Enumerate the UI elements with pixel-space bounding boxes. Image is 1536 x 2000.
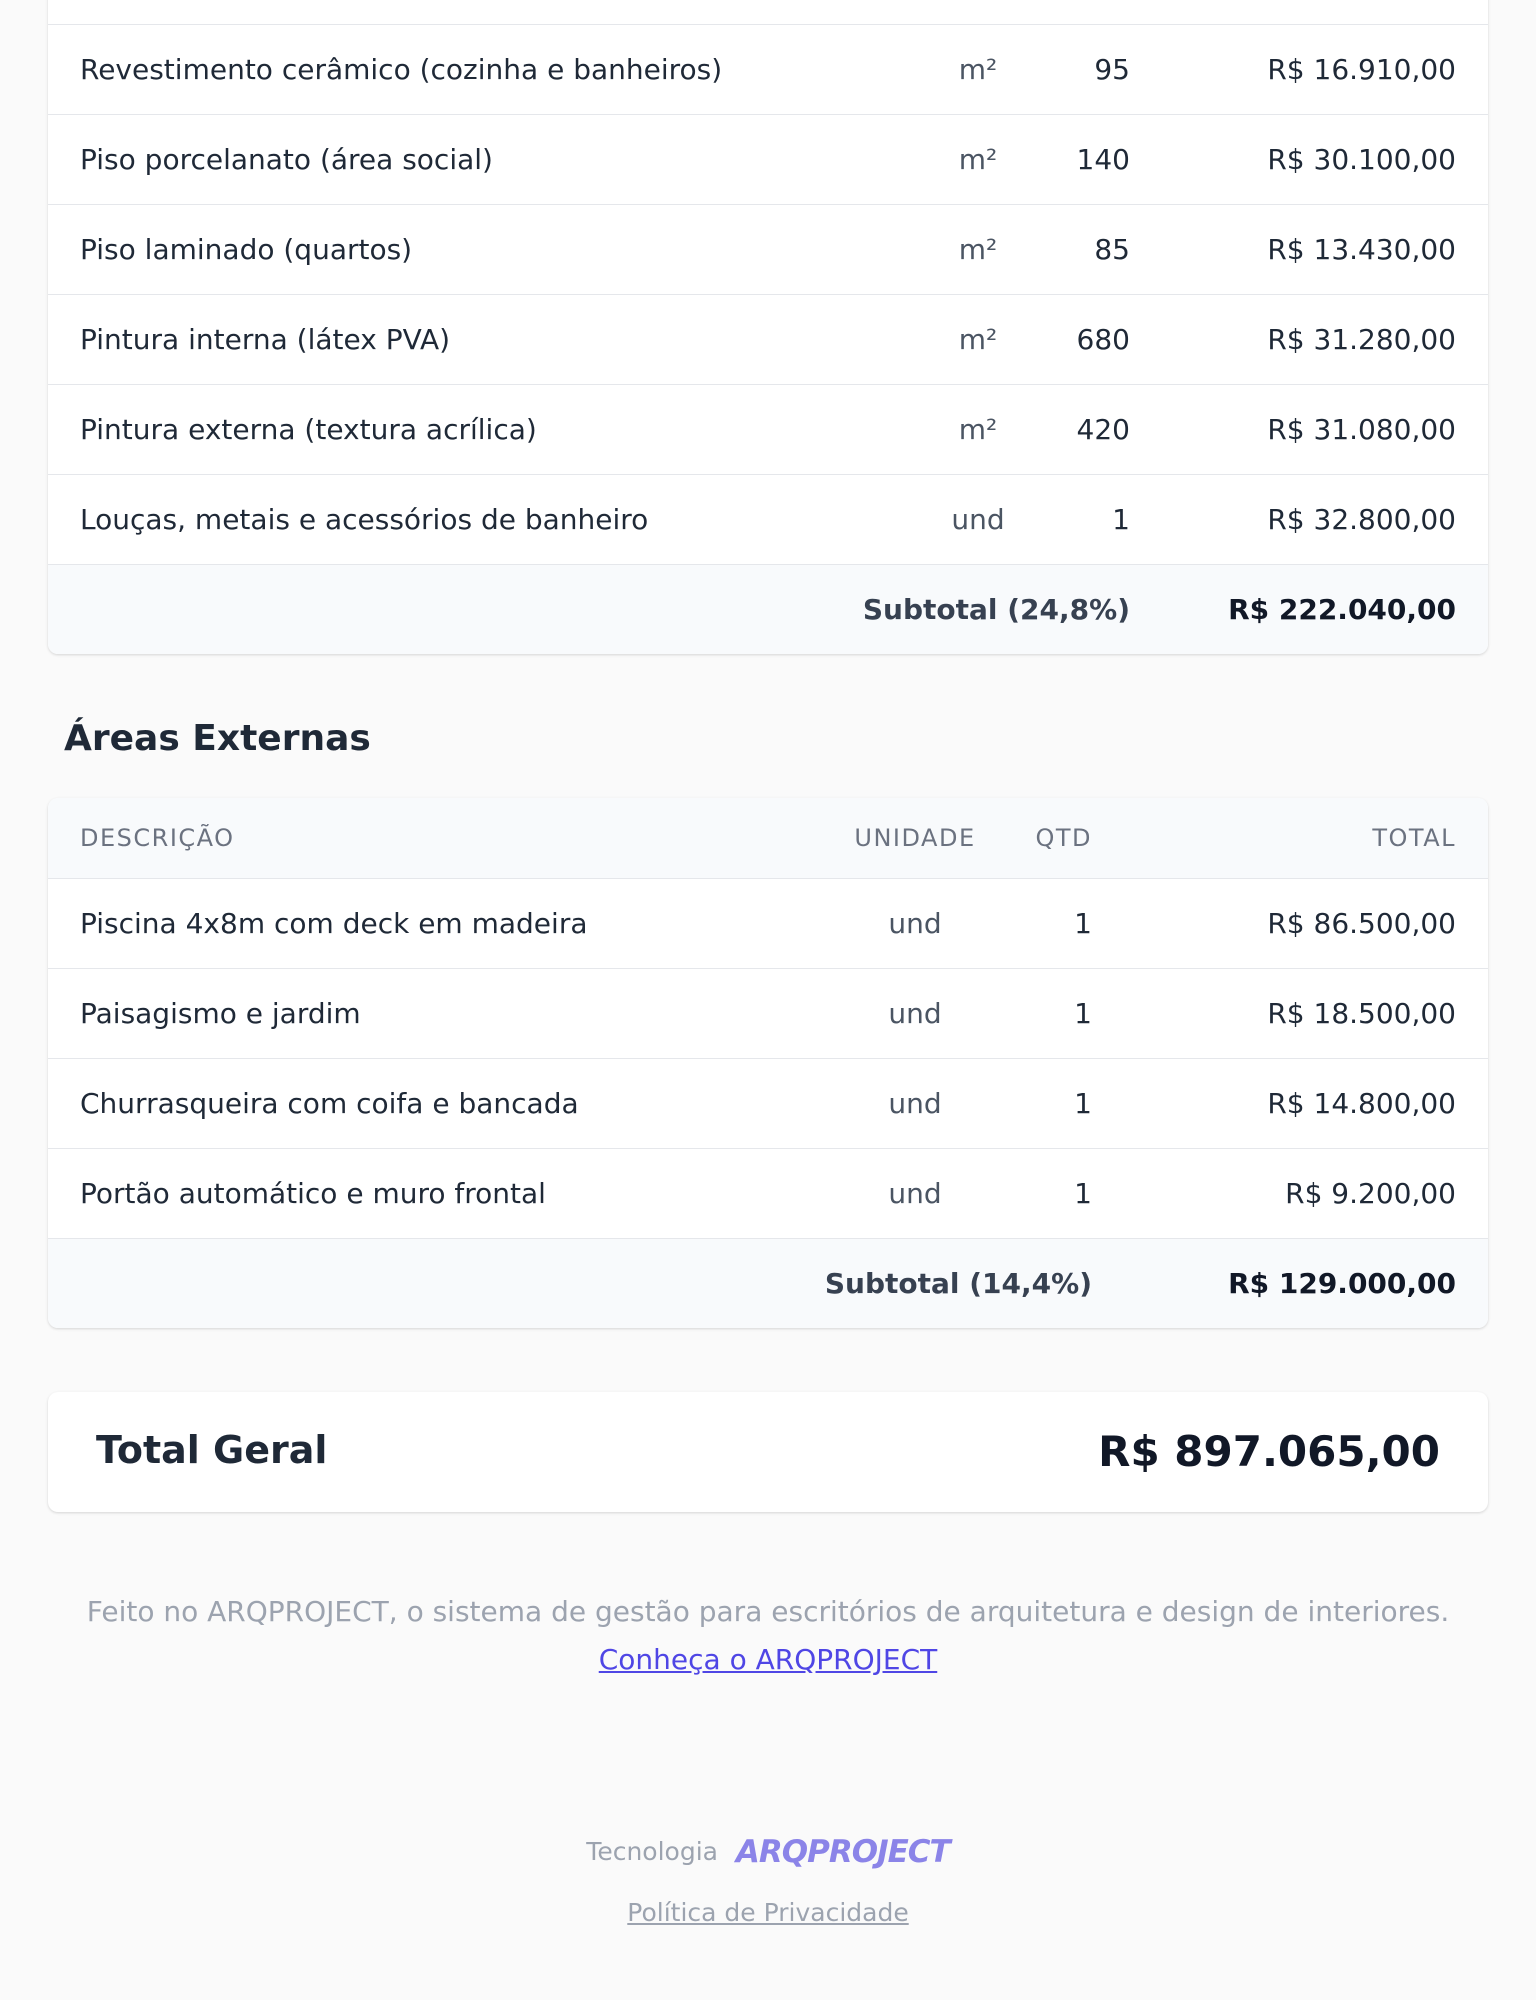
row-unit: m² (958, 413, 998, 446)
budget-table-continued (48, 0, 1488, 654)
row-unit: m² (958, 143, 998, 176)
row-description: Louças, metais e acessórios de banheiro (80, 503, 649, 536)
row-description: Paisagismo e jardim (80, 997, 361, 1030)
areas-externas-table (48, 798, 1488, 1328)
row-description: Piso laminado (quartos) (80, 233, 413, 266)
row-qty: 420 (1076, 413, 1130, 446)
footer-note-text: Feito no ARQPROJECT, o sistema de gestão para escritórios de arquitetura e design de interiores. (86, 1595, 1450, 1628)
subtotal-row (48, 564, 1488, 654)
subtotal-value: R$ 222.040,00 (1228, 593, 1456, 626)
header-qtd: QTD (1035, 824, 1092, 852)
subtotal-label: Subtotal (24,8%) (862, 593, 1130, 626)
row-unit: und (888, 1087, 942, 1120)
row-total: R$ 30.100,00 (1267, 143, 1456, 176)
row-qty: 680 (1076, 323, 1130, 356)
table-row (48, 24, 1488, 114)
section-title-areas-externas: Áreas Externas (64, 718, 371, 759)
total-geral-card (48, 1392, 1488, 1512)
row-unit: m² (958, 53, 998, 86)
table-row (48, 294, 1488, 384)
tech-label: Tecnologia (586, 1837, 718, 1866)
row-total: R$ 31.280,00 (1267, 323, 1456, 356)
row-description: Churrasqueira com coifa e bancada (80, 1087, 579, 1120)
footer-note (0, 1588, 1536, 1684)
row-qty: 95 (1094, 53, 1130, 86)
table-row (48, 114, 1488, 204)
row-total: R$ 14.800,00 (1267, 1087, 1456, 1120)
tech-credit (0, 1834, 1536, 1870)
row-unit: und (888, 907, 942, 940)
row-qty: 140 (1076, 143, 1130, 176)
row-total: R$ 18.500,00 (1267, 997, 1456, 1030)
row-qty: 1 (1112, 503, 1130, 536)
row-total: R$ 16.910,00 (1267, 53, 1456, 86)
table-header (48, 798, 1488, 878)
row-qty: 1 (1074, 997, 1092, 1030)
row-description: Portão automático e muro frontal (80, 1177, 546, 1210)
row-description: Revestimento cerâmico (cozinha e banheiros) (80, 53, 723, 86)
conheca-arqproject-link[interactable]: Conheça o ARQPROJECT (598, 1643, 938, 1676)
row-description: Piscina 4x8m com deck em madeira (80, 907, 588, 940)
table-row (48, 384, 1488, 474)
table-row (48, 1058, 1488, 1148)
row-unit: und (888, 997, 942, 1030)
row-description: Piso porcelanato (área social) (80, 143, 493, 176)
row-qty: 1 (1074, 1177, 1092, 1210)
privacy-footer (0, 1898, 1536, 1927)
subtotal-label: Subtotal (14,4%) (824, 1267, 1092, 1300)
row-qty: 1 (1074, 907, 1092, 940)
table-row (48, 968, 1488, 1058)
row-qty: 1 (1074, 1087, 1092, 1120)
table-row (48, 878, 1488, 968)
header-total: TOTAL (1372, 824, 1456, 852)
row-total: R$ 86.500,00 (1267, 907, 1456, 940)
privacy-policy-link[interactable]: Política de Privacidade (627, 1898, 909, 1927)
row-total: R$ 32.800,00 (1267, 503, 1456, 536)
header-unidade: UNIDADE (854, 824, 976, 852)
row-unit: m² (958, 233, 998, 266)
row-unit: und (951, 503, 1005, 536)
arqproject-logo[interactable]: ARQPROJECT (735, 1834, 950, 1870)
subtotal-value: R$ 129.000,00 (1228, 1267, 1456, 1300)
subtotal-row (48, 1238, 1488, 1328)
row-unit: m² (958, 323, 998, 356)
row-description: Pintura interna (látex PVA) (80, 323, 451, 356)
total-geral-label: Total Geral (96, 1428, 328, 1472)
row-total: R$ 13.430,00 (1267, 233, 1456, 266)
total-geral-value: R$ 897.065,00 (1098, 1427, 1440, 1476)
row-qty: 85 (1094, 233, 1130, 266)
header-descricao: DESCRIÇÃO (80, 824, 235, 852)
table-row (48, 474, 1488, 564)
table-row (48, 1148, 1488, 1238)
row-description: Pintura externa (textura acrílica) (80, 413, 537, 446)
row-unit: und (888, 1177, 942, 1210)
table-row (48, 204, 1488, 294)
row-total: R$ 31.080,00 (1267, 413, 1456, 446)
table-row-cutoff (48, 0, 1488, 24)
row-total: R$ 9.200,00 (1285, 1177, 1456, 1210)
